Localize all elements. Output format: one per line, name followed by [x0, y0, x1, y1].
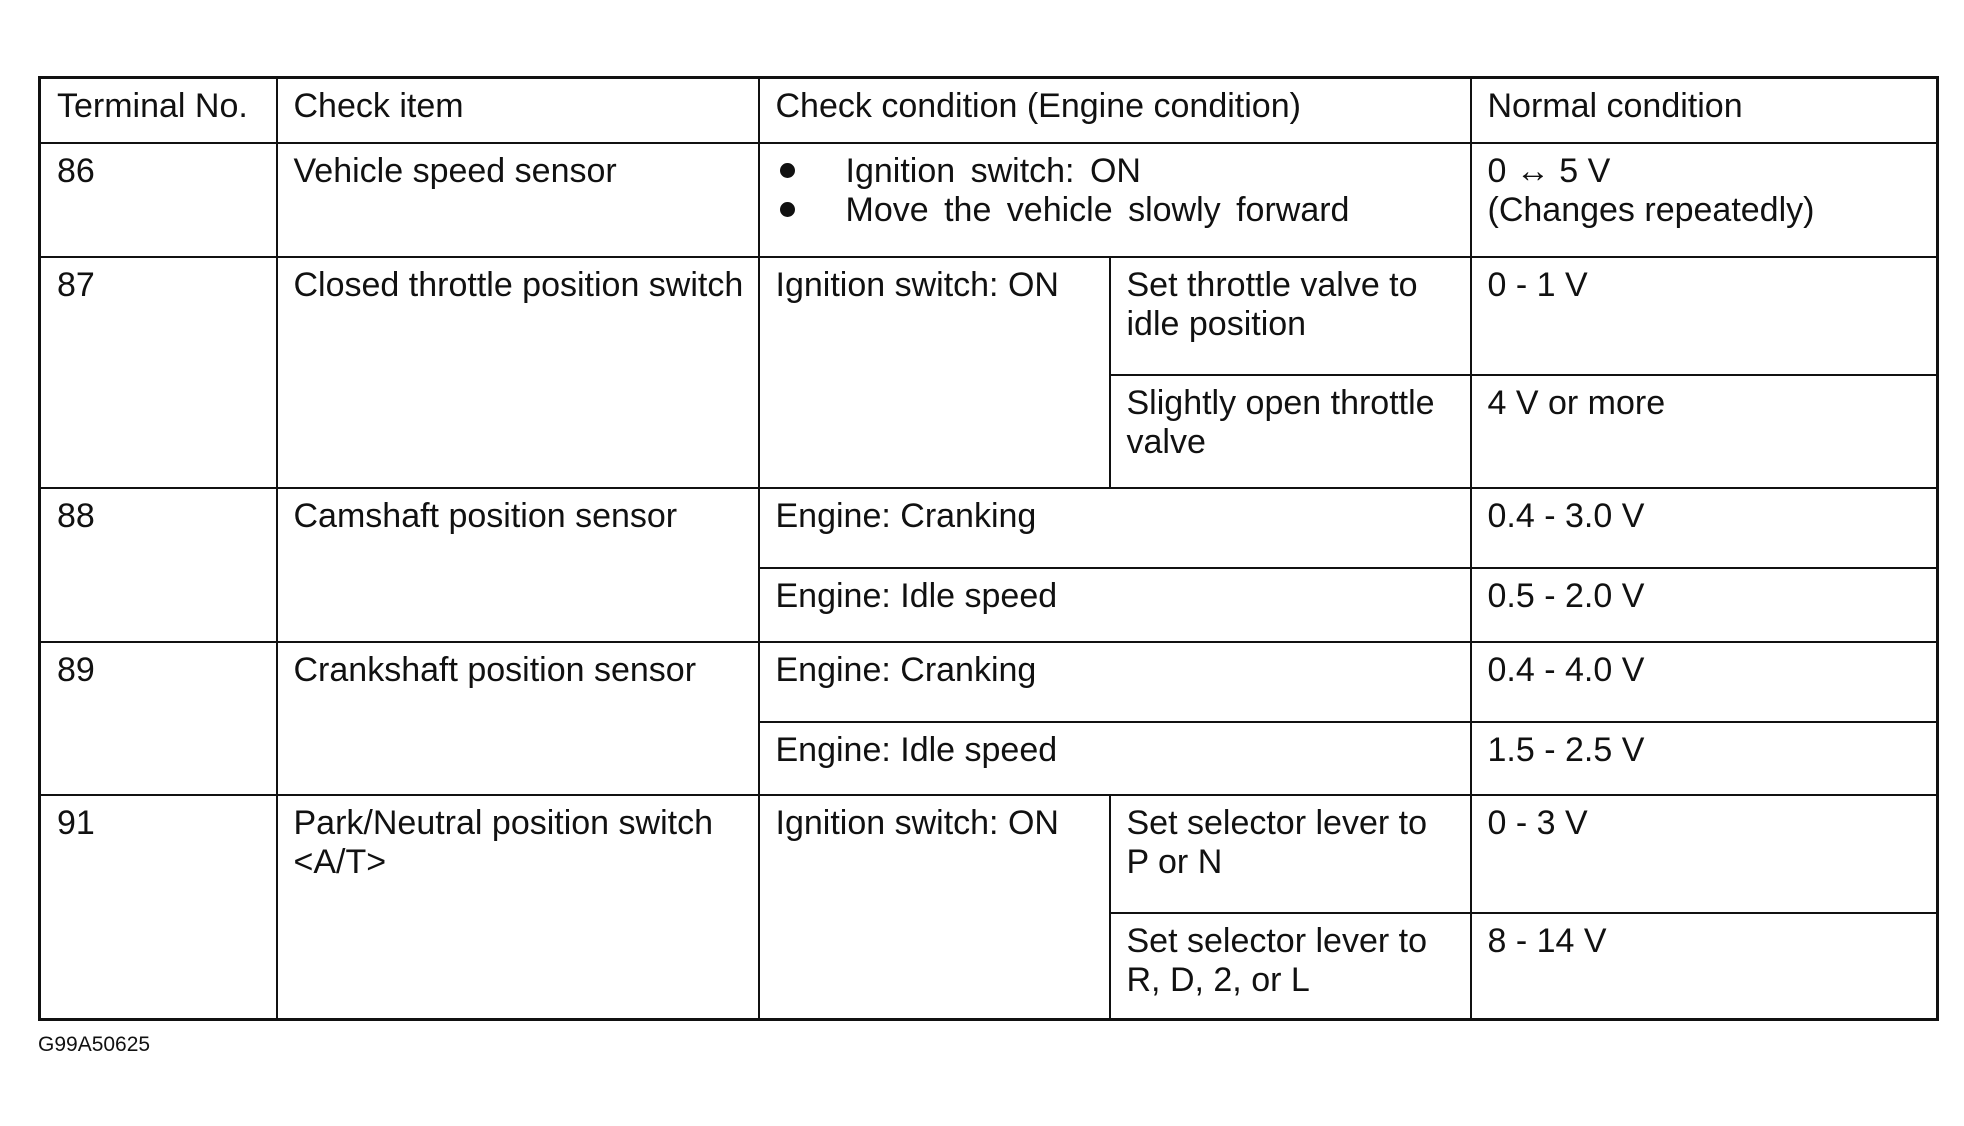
header-normal-condition: Normal condition [1471, 78, 1938, 143]
terminal-cell: 91 [40, 795, 277, 1020]
normal-condition-cell: 0.4 - 4.0 V [1471, 642, 1938, 722]
terminal-cell: 88 [40, 488, 277, 642]
sub-condition-cell: Set selector lever to R, D, 2, or L [1110, 913, 1471, 1020]
normal-condition-cell: 8 - 14 V [1471, 913, 1938, 1020]
normal-note: (Changes repeatedly) [1487, 190, 1815, 229]
check-condition-cell: Ignition switch: ON [759, 795, 1110, 1020]
table-row-91 [40, 795, 1938, 913]
header-row [40, 78, 1938, 143]
normal-value: 0 ↔ 5 V [1487, 151, 1611, 190]
list-item [776, 152, 1458, 191]
bullet-icon [780, 163, 795, 178]
normal-condition-cell: 0 - 3 V [1471, 795, 1938, 913]
check-condition-cell: Engine: Cranking [759, 642, 1471, 722]
check-item-cell: Closed throttle position switch [277, 257, 759, 488]
check-condition-cell: Engine: Cranking [759, 488, 1471, 568]
check-item-cell: Crankshaft position sensor [277, 642, 759, 795]
normal-condition-cell: 1.5 - 2.5 V [1471, 722, 1938, 795]
check-item-cell: Camshaft position sensor [277, 488, 759, 642]
terminal-cell: 87 [40, 257, 277, 488]
normal-condition-cell: 0.5 - 2.0 V [1471, 568, 1938, 642]
condition-bullet-list [776, 152, 1458, 230]
check-condition-cell [759, 143, 1471, 257]
sub-condition-cell: Set throttle valve to idle position [1110, 257, 1471, 375]
check-condition-cell: Ignition switch: ON [759, 257, 1110, 488]
header-terminal-no: Terminal No. [40, 78, 277, 143]
check-condition-cell: Engine: Idle speed [759, 722, 1471, 795]
normal-condition-cell: 4 V or more [1471, 375, 1938, 488]
bullet-text: Ignition switch: ON [845, 151, 1141, 190]
normal-condition-cell: 0.4 - 3.0 V [1471, 488, 1938, 568]
list-item [776, 191, 1458, 230]
header-check-item: Check item [277, 78, 759, 143]
terminal-cell: 89 [40, 642, 277, 795]
sub-condition-cell: Slightly open throttle valve [1110, 375, 1471, 488]
check-condition-cell: Engine: Idle speed [759, 568, 1471, 642]
terminal-cell: 86 [40, 143, 277, 257]
table-row-89 [40, 642, 1938, 722]
bullet-icon [780, 202, 795, 217]
figure-code: G99A50625 [38, 1033, 151, 1056]
normal-condition-cell [1471, 143, 1938, 257]
check-item-cell: Park/Neutral position switch <A/T> [277, 795, 759, 1020]
table-row-88 [40, 488, 1938, 568]
terminal-check-table [38, 76, 1939, 1021]
bullet-text: Move the vehicle slowly forward [845, 190, 1350, 229]
sub-condition-cell: Set selector lever to P or N [1110, 795, 1471, 913]
check-item-cell: Vehicle speed sensor [277, 143, 759, 257]
table-row-86 [40, 143, 1938, 257]
normal-condition-cell: 0 - 1 V [1471, 257, 1938, 375]
table-row-87 [40, 257, 1938, 375]
header-check-condition: Check condition (Engine condition) [759, 78, 1471, 143]
